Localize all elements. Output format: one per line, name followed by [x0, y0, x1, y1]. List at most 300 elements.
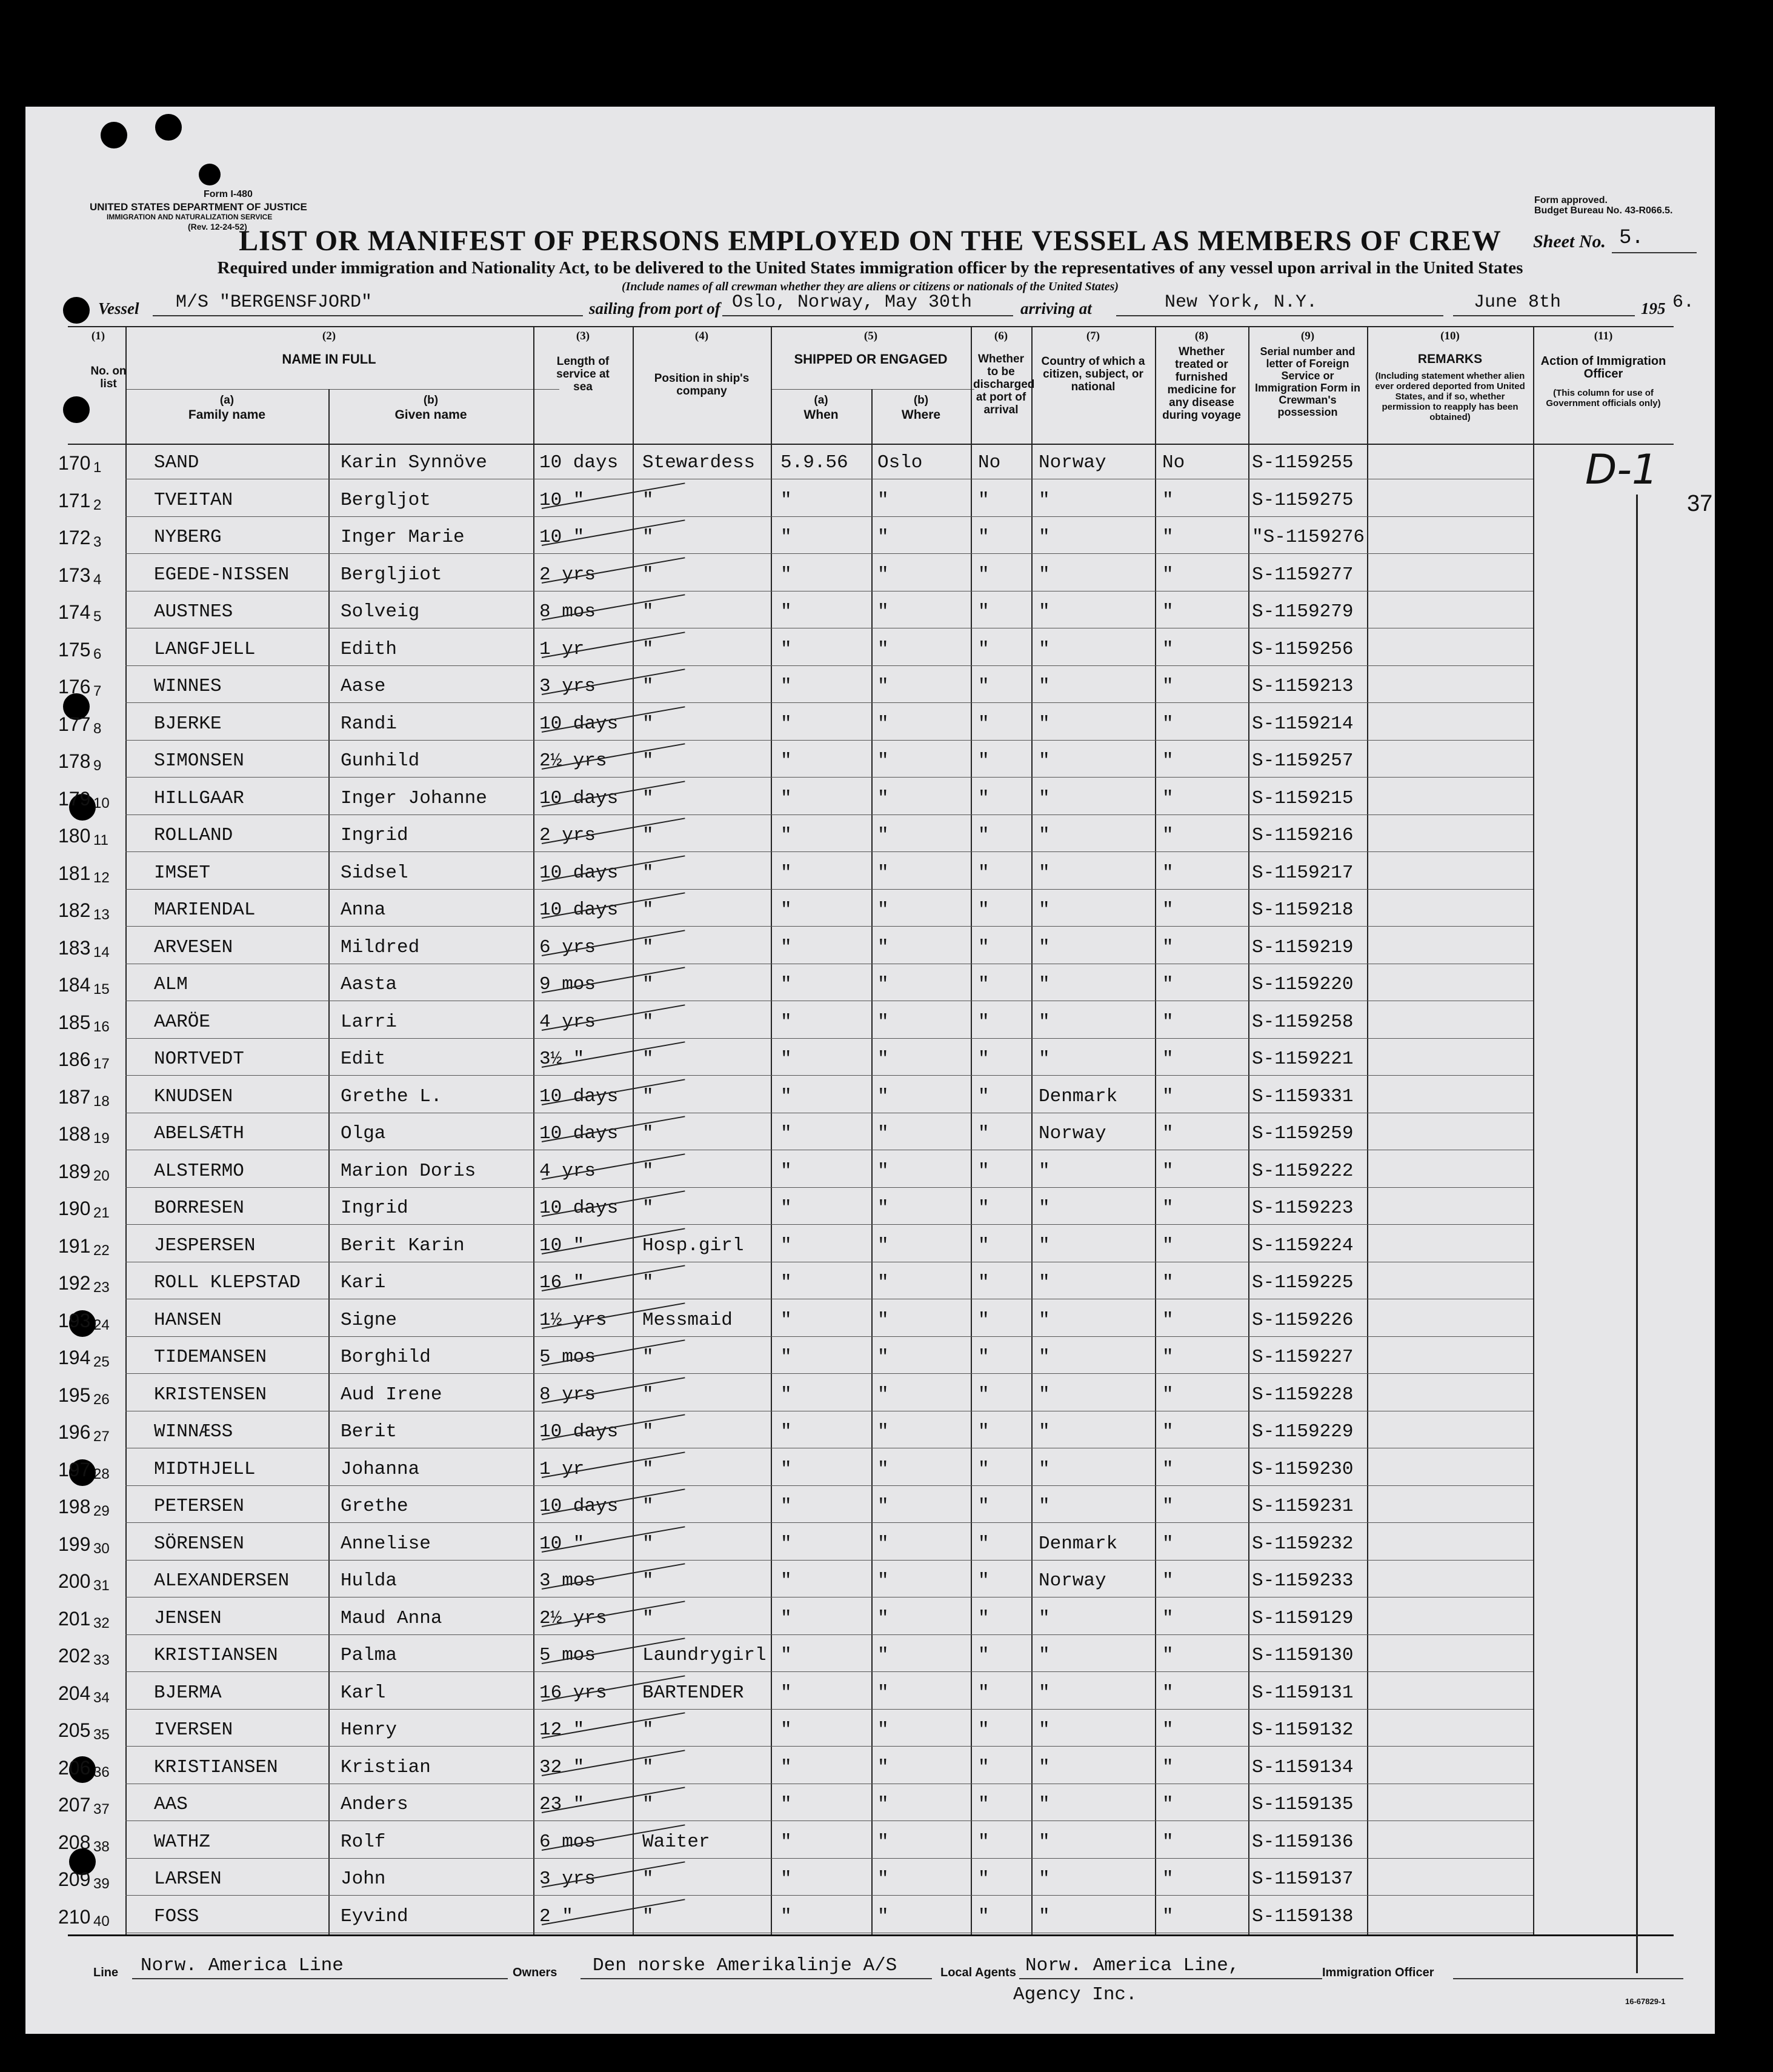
- col2-number: (2): [322, 330, 336, 342]
- table-row: [25, 1264, 1715, 1301]
- family-name: WINNES: [154, 676, 222, 697]
- list-number: 189: [58, 1160, 91, 1182]
- service-length: 3 mos: [539, 1570, 596, 1591]
- budget-bureau: Budget Bureau No. 43-R066.5.: [1534, 205, 1673, 216]
- given-name: Edit: [341, 1048, 386, 1070]
- given-name: Signe: [341, 1309, 398, 1331]
- line-number: 22: [93, 1242, 110, 1259]
- shipped-where: ": [877, 1496, 889, 1517]
- service-length: 5 mos: [539, 1645, 596, 1666]
- shipped-when: ": [780, 1458, 792, 1480]
- form-approval: Form approved.: [1534, 195, 1608, 205]
- line-number: 28: [93, 1465, 110, 1482]
- medicine: ": [1162, 1831, 1174, 1853]
- country: ": [1039, 1458, 1050, 1480]
- given-name: Gunhild: [341, 750, 420, 771]
- serial-number: S-1159135: [1252, 1794, 1354, 1815]
- country: ": [1039, 1421, 1050, 1442]
- serial-number: S-1159136: [1252, 1831, 1354, 1853]
- list-number: 197: [58, 1458, 91, 1481]
- family-name: SIMONSEN: [154, 750, 244, 771]
- position: ": [642, 1011, 654, 1033]
- col1-header: No. on list: [90, 365, 127, 390]
- print-code: 16-67829-1: [1625, 1997, 1666, 2006]
- line-label: Line: [93, 1966, 119, 1979]
- agents-label: Local Agents: [940, 1966, 1016, 1979]
- shipped-when: ": [780, 564, 792, 585]
- shipped-when: ": [780, 1085, 792, 1107]
- shipped-where: ": [877, 1645, 889, 1666]
- shipped-where: ": [877, 1719, 889, 1741]
- serial-number: S-1159214: [1252, 713, 1354, 735]
- list-number: 194: [58, 1347, 91, 1368]
- col2b-number: (b): [423, 394, 439, 407]
- shipped-when: ": [780, 1868, 792, 1890]
- medicine: ": [1162, 1421, 1174, 1442]
- line-number: 9: [93, 758, 102, 774]
- country: ": [1039, 825, 1050, 846]
- shipped-when: ": [780, 1682, 792, 1704]
- medicine: ": [1162, 1048, 1174, 1070]
- position: ": [642, 750, 654, 771]
- serial-number: S-1159223: [1252, 1198, 1354, 1219]
- line-number: 15: [93, 981, 110, 998]
- service-length: 10 days: [539, 1085, 619, 1107]
- position: ": [642, 1496, 654, 1517]
- table-row: [25, 1487, 1715, 1524]
- given-name: Aasta: [341, 974, 398, 995]
- country: ": [1039, 1384, 1050, 1405]
- country: Denmark: [1039, 1085, 1118, 1107]
- col2a-header: Family name: [188, 408, 266, 422]
- service-length: 3 yrs: [539, 1868, 596, 1890]
- col10-note: (Including statement whether alien ever ordered deported from United States, and if so, whether permission to reapply has been obtained): [1375, 371, 1525, 422]
- medicine: ": [1162, 1570, 1174, 1591]
- line-number: 24: [93, 1316, 110, 1333]
- serial-number: S-1159213: [1252, 676, 1354, 697]
- serial-number: S-1159275: [1252, 489, 1354, 511]
- country: ": [1039, 1309, 1050, 1331]
- position: Messmaid: [642, 1309, 733, 1331]
- table-row: [25, 742, 1715, 779]
- page-title: LIST OR MANIFEST OF PERSONS EMPLOYED ON THE VESSEL AS MEMBERS OF CREW: [239, 225, 1502, 257]
- list-number: 191: [58, 1234, 91, 1257]
- family-name: FOSS: [154, 1905, 199, 1927]
- list-number: 206: [58, 1756, 91, 1779]
- country: ": [1039, 638, 1050, 660]
- shipped-when: ": [780, 1645, 792, 1666]
- serial-number: S-1159331: [1252, 1085, 1354, 1107]
- col4-number: (4): [694, 330, 709, 342]
- service-length: 2 yrs: [539, 564, 596, 585]
- shipped-when: ": [780, 787, 792, 809]
- table-row: [25, 1450, 1715, 1487]
- col5a-header: When: [803, 408, 839, 422]
- given-name: Berit Karin: [341, 1234, 465, 1256]
- shipped-when: ": [780, 936, 792, 958]
- serial-number: S-1159255: [1252, 452, 1354, 473]
- serial-number: S-1159259: [1252, 1123, 1354, 1144]
- country: Denmark: [1039, 1533, 1118, 1554]
- list-number: 174: [58, 601, 91, 623]
- discharged: ": [978, 1160, 990, 1182]
- list-number: 190: [58, 1198, 91, 1219]
- service-length: 10 days: [539, 1198, 619, 1219]
- family-name: AUSTNES: [154, 601, 233, 622]
- position: ": [642, 1756, 654, 1778]
- list-number: 175: [58, 638, 91, 661]
- col3-number: (3): [576, 330, 590, 342]
- medicine: ": [1162, 1347, 1174, 1368]
- family-name: KNUDSEN: [154, 1085, 233, 1107]
- service-length: 2½ yrs: [539, 750, 607, 771]
- discharged: ": [978, 1905, 990, 1927]
- shipped-where: ": [877, 489, 889, 511]
- table-row: [25, 556, 1715, 593]
- position: Stewardess: [642, 452, 756, 473]
- discharged: ": [978, 638, 990, 660]
- shipped-when: ": [780, 750, 792, 771]
- shipped-where: ": [877, 974, 889, 995]
- country: ": [1039, 1868, 1050, 1890]
- shipped-where: ": [877, 1198, 889, 1219]
- col11-number: (11): [1594, 330, 1613, 342]
- list-number: 192: [58, 1272, 91, 1294]
- position: ": [642, 638, 654, 660]
- given-name: Randi: [341, 713, 398, 735]
- serial-number: S-1159129: [1252, 1607, 1354, 1629]
- discharged: ": [978, 1756, 990, 1778]
- position: ": [642, 564, 654, 585]
- table-row: [25, 705, 1715, 742]
- serial-number: S-1159279: [1252, 601, 1354, 622]
- list-number: 185: [58, 1011, 91, 1033]
- shipped-when: ": [780, 1831, 792, 1853]
- country: ": [1039, 899, 1050, 921]
- family-name: SÖRENSEN: [154, 1533, 244, 1554]
- table-row: [25, 891, 1715, 928]
- country: ": [1039, 936, 1050, 958]
- country: ": [1039, 1347, 1050, 1368]
- given-name: Inger Marie: [341, 527, 465, 548]
- line-number: 20: [93, 1167, 110, 1184]
- position: ": [642, 1421, 654, 1442]
- table-row: [25, 1189, 1715, 1226]
- serial-number: S-1159256: [1252, 638, 1354, 660]
- given-name: Maud Anna: [341, 1607, 442, 1629]
- table-row: [25, 1338, 1715, 1375]
- line-number: 6: [93, 645, 102, 662]
- table-row: [25, 1562, 1715, 1599]
- position: ": [642, 1533, 654, 1554]
- line-number: 35: [93, 1727, 110, 1743]
- table-row: [25, 1040, 1715, 1077]
- service-length: 6 mos: [539, 1831, 596, 1853]
- shipped-where: ": [877, 1085, 889, 1107]
- list-number: 201: [58, 1607, 91, 1630]
- medicine: ": [1162, 713, 1174, 735]
- position: ": [642, 1272, 654, 1293]
- country: ": [1039, 1496, 1050, 1517]
- family-name: IMSET: [154, 862, 211, 884]
- family-name: ALM: [154, 974, 188, 995]
- shipped-when: ": [780, 638, 792, 660]
- position: ": [642, 489, 654, 511]
- discharged: ": [978, 1496, 990, 1517]
- line-number: 31: [93, 1577, 110, 1594]
- service-length: 10 days: [539, 862, 619, 884]
- col3-header: Length of service at sea: [556, 355, 610, 393]
- shipped-where: ": [877, 1682, 889, 1704]
- medicine: ": [1162, 1719, 1174, 1741]
- list-number: 177: [58, 713, 91, 735]
- discharged: ": [978, 936, 990, 958]
- position: ": [642, 862, 654, 884]
- list-number: 198: [58, 1496, 91, 1517]
- family-name: ROLLAND: [154, 825, 233, 846]
- medicine: ": [1162, 1384, 1174, 1405]
- serial-number: S-1159220: [1252, 974, 1354, 995]
- line-value: Norw. America Line: [141, 1955, 344, 1976]
- col10-header: REMARKS: [1417, 352, 1483, 366]
- medicine: ": [1162, 1682, 1174, 1704]
- given-name: Olga: [341, 1123, 386, 1144]
- medicine: ": [1162, 862, 1174, 884]
- list-number: 180: [58, 825, 91, 847]
- discharged: ": [978, 1309, 990, 1331]
- medicine: ": [1162, 1160, 1174, 1182]
- table-row: [25, 928, 1715, 965]
- shipped-when: ": [780, 1905, 792, 1927]
- country: ": [1039, 1831, 1050, 1853]
- list-number: 173: [58, 564, 91, 586]
- shipped-when: ": [780, 1384, 792, 1405]
- medicine: ": [1162, 1905, 1174, 1927]
- discharged: ": [978, 750, 990, 771]
- shipped-where: ": [877, 1123, 889, 1144]
- serial-number: "S-1159276: [1252, 527, 1365, 548]
- given-name: Edith: [341, 638, 398, 660]
- family-name: JENSEN: [154, 1607, 222, 1629]
- list-number: 187: [58, 1085, 91, 1108]
- serial-number: S-1159232: [1252, 1533, 1354, 1554]
- position: ": [642, 1384, 654, 1405]
- given-name: Inger Johanne: [341, 787, 487, 809]
- line-number: 39: [93, 1876, 110, 1892]
- list-number: 195: [58, 1384, 91, 1406]
- discharged: ": [978, 489, 990, 511]
- given-name: Ingrid: [341, 1198, 408, 1219]
- medicine: ": [1162, 489, 1174, 511]
- serial-number: S-1159138: [1252, 1905, 1354, 1927]
- line-number: 30: [93, 1540, 110, 1557]
- list-number: 210: [58, 1905, 91, 1928]
- given-name: John: [341, 1868, 386, 1890]
- position: ": [642, 1794, 654, 1815]
- line-number: 32: [93, 1614, 110, 1631]
- country: ": [1039, 1645, 1050, 1666]
- family-name: PETERSEN: [154, 1496, 244, 1517]
- line-number: 1: [93, 459, 102, 476]
- shipped-where: ": [877, 1905, 889, 1927]
- line-number: 26: [93, 1391, 110, 1408]
- family-name: LARSEN: [154, 1868, 222, 1890]
- discharged: ": [978, 601, 990, 622]
- line-number: 19: [93, 1130, 110, 1147]
- table-row: [25, 1003, 1715, 1040]
- shipped-where: ": [877, 1458, 889, 1480]
- list-number: 209: [58, 1868, 91, 1890]
- line-number: 34: [93, 1689, 110, 1706]
- medicine: ": [1162, 1198, 1174, 1219]
- service-length: 32 ": [539, 1756, 585, 1778]
- service-length: 10 days: [539, 1421, 619, 1442]
- shipped-where: ": [877, 787, 889, 809]
- col1-number: (1): [91, 330, 105, 342]
- service-length: 1 yr: [539, 638, 585, 660]
- medicine: ": [1162, 750, 1174, 771]
- country: ": [1039, 750, 1050, 771]
- given-name: Bergljiot: [341, 564, 442, 585]
- owners-label: Owners: [513, 1966, 557, 1979]
- officer-vertical-mark: [1636, 495, 1638, 1973]
- shipped-where: ": [877, 1607, 889, 1629]
- col2b-header: Given name: [394, 408, 467, 422]
- serial-number: S-1159130: [1252, 1645, 1354, 1666]
- shipped-where: ": [877, 1421, 889, 1442]
- position: ": [642, 899, 654, 921]
- shipped-when: ": [780, 713, 792, 735]
- service-length: 10 ": [539, 527, 585, 548]
- table-row: [25, 518, 1715, 555]
- service: IMMIGRATION AND NATURALIZATION SERVICE: [107, 213, 273, 221]
- shipped-where: ": [877, 713, 889, 735]
- given-name: Aud Irene: [341, 1384, 442, 1405]
- country: Norway: [1039, 452, 1106, 473]
- given-name: Anna: [341, 899, 386, 921]
- vessel-label: Vessel: [98, 299, 139, 318]
- position: ": [642, 1868, 654, 1890]
- shipped-where: ": [877, 676, 889, 697]
- year-prefix: 195: [1641, 299, 1666, 318]
- position: ": [642, 1570, 654, 1591]
- position: ": [642, 936, 654, 958]
- medicine: ": [1162, 1085, 1174, 1107]
- medicine: ": [1162, 936, 1174, 958]
- table-row: [25, 1599, 1715, 1636]
- list-number: 170: [58, 452, 91, 474]
- discharged: No: [978, 452, 1001, 473]
- service-length: 12 ": [539, 1719, 585, 1741]
- shipped-when: ": [780, 1607, 792, 1629]
- country: ": [1039, 713, 1050, 735]
- table-row: [25, 1785, 1715, 1822]
- serial-number: S-1159131: [1252, 1682, 1354, 1704]
- table-row: [25, 854, 1715, 891]
- shipped-where: ": [877, 1794, 889, 1815]
- position: ": [642, 676, 654, 697]
- position: ": [642, 1905, 654, 1927]
- country: ": [1039, 787, 1050, 809]
- serial-number: S-1159219: [1252, 936, 1354, 958]
- serial-number: S-1159221: [1252, 1048, 1354, 1070]
- position: ": [642, 1085, 654, 1107]
- discharged: ": [978, 1198, 990, 1219]
- medicine: ": [1162, 1272, 1174, 1293]
- list-number: 183: [58, 936, 91, 959]
- line-number: 29: [93, 1503, 110, 1519]
- shipped-where: ": [877, 1347, 889, 1368]
- service-length: 2 yrs: [539, 825, 596, 846]
- shipped-when: ": [780, 1160, 792, 1182]
- country: ": [1039, 1198, 1050, 1219]
- given-name: Karl: [341, 1682, 386, 1704]
- shipped-when: ": [780, 1272, 792, 1293]
- discharged: ": [978, 676, 990, 697]
- given-name: Larri: [341, 1011, 398, 1033]
- shipped-where: ": [877, 1011, 889, 1033]
- table-row: [25, 1636, 1715, 1673]
- family-name: HANSEN: [154, 1309, 222, 1331]
- service-length: 9 mos: [539, 974, 596, 995]
- line-number: 7: [93, 683, 102, 699]
- shipped-when: ": [780, 1533, 792, 1554]
- country: ": [1039, 974, 1050, 995]
- shipped-when: ": [780, 489, 792, 511]
- family-name: HILLGAAR: [154, 787, 244, 809]
- line-number: 10: [93, 794, 110, 811]
- list-number: 179: [58, 787, 91, 810]
- family-name: MARIENDAL: [154, 899, 256, 921]
- shipped-when: ": [780, 825, 792, 846]
- medicine: ": [1162, 1496, 1174, 1517]
- arrival-date: June 8th: [1474, 292, 1562, 313]
- table-row: [25, 1674, 1715, 1711]
- discharged: ": [978, 1421, 990, 1442]
- shipped-when: 5.9.56: [780, 452, 848, 473]
- sailing-from: Oslo, Norway, May 30th: [732, 292, 973, 313]
- family-name: NYBERG: [154, 527, 222, 548]
- country: ": [1039, 1160, 1050, 1182]
- shipped-when: ": [780, 1421, 792, 1442]
- service-length: 4 yrs: [539, 1160, 596, 1182]
- position: ": [642, 1123, 654, 1144]
- subnote: (Include names of all crewman whether they are aliens or citizens or nationals of the United States): [621, 280, 1119, 293]
- col11-note: (This column for use of Government officials only): [1546, 388, 1661, 408]
- shipped-where: ": [877, 1533, 889, 1554]
- shipped-when: ": [780, 862, 792, 884]
- col7-header: Country of which a citizen, subject, or national: [1041, 355, 1145, 393]
- given-name: Grethe L.: [341, 1085, 442, 1107]
- shipped-when: ": [780, 1234, 792, 1256]
- shipped-when: ": [780, 601, 792, 622]
- table-row: [25, 1413, 1715, 1450]
- discharged: ": [978, 787, 990, 809]
- family-name: ALSTERMO: [154, 1160, 244, 1182]
- position: ": [642, 1719, 654, 1741]
- service-length: 10 days: [539, 787, 619, 809]
- line-number: 11: [93, 832, 108, 848]
- shipped-when: ": [780, 1570, 792, 1591]
- shipped-where: Oslo: [877, 452, 923, 473]
- given-name: Kristian: [341, 1756, 431, 1778]
- shipped-where: ": [877, 1272, 889, 1293]
- list-number: 184: [58, 974, 91, 996]
- country: ": [1039, 1794, 1050, 1815]
- line-number: 16: [93, 1018, 110, 1035]
- service-length: 10 days: [539, 1123, 619, 1144]
- sailing-label: sailing from port of: [589, 299, 720, 318]
